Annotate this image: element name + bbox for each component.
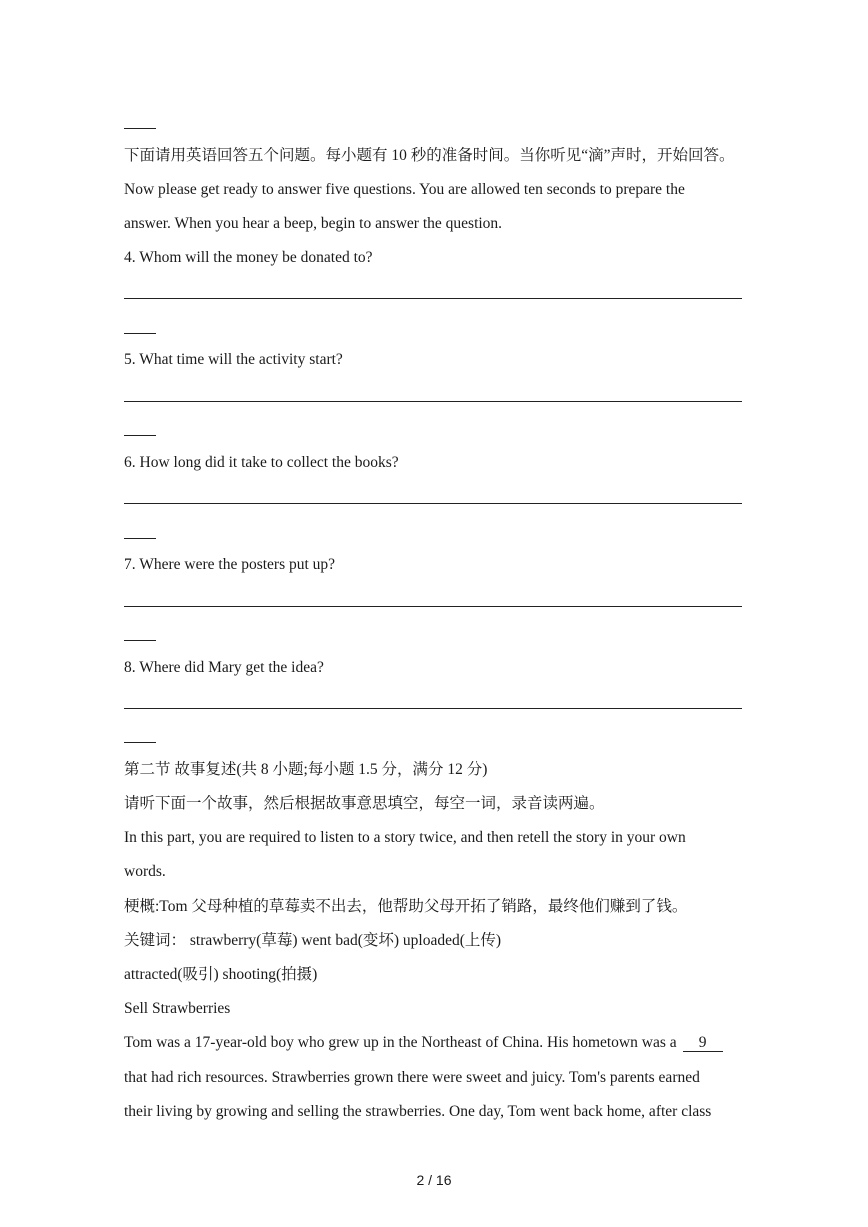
answer-line-8-end	[124, 742, 156, 743]
question-7: 7. Where were the posters put up?	[124, 556, 336, 573]
story-text-1: Tom was a 17-year-old boy who grew up in the Northeast of China. His hometown was a	[124, 1034, 677, 1051]
answer-line-5[interactable]	[124, 401, 742, 402]
answer-line-7-end	[124, 640, 156, 641]
question-6: 6. How long did it take to collect the books?	[124, 454, 399, 471]
answer-line-4[interactable]	[124, 298, 742, 299]
page-total: / 16	[428, 1172, 452, 1188]
answer-line-6[interactable]	[124, 503, 742, 504]
story-line-2: that had rich resources. Strawberries grown there were sweet and juicy. Tom's parents earned	[124, 1069, 700, 1086]
answer-line-4-end	[124, 333, 156, 334]
story-summary: 梗概:Tom 父母种植的草莓卖不出去，他帮助父母开拓了销路，最终他们赚到了钱。	[124, 898, 688, 915]
section-2-instruction-en-2: words.	[124, 863, 166, 880]
answer-line-7[interactable]	[124, 606, 742, 607]
instruction-en-line-1: Now please get ready to answer five questions. You are allowed ten seconds to prepare the	[124, 181, 685, 198]
answer-line-5-end	[124, 435, 156, 436]
keywords-line-2: attracted(吸引) shooting(拍摄)	[124, 966, 318, 983]
keywords-line-1: 关键词： strawberry(草莓) went bad(变坏) uploaded(上传)	[124, 932, 502, 949]
question-8: 8. Where did Mary get the idea?	[124, 659, 324, 676]
blank-9[interactable]: 9	[683, 1035, 723, 1052]
story-line-1	[124, 1033, 744, 1053]
answer-line-8[interactable]	[124, 708, 742, 709]
section-2-instruction-en-1: In this part, you are required to listen to a story twice, and then retell the story in your own	[124, 829, 686, 846]
instruction-cn: 下面请用英语回答五个问题。每小题有 10 秒的准备时间。当你听见“滴”声时，开始回答。	[124, 147, 735, 164]
story-line-3: their living by growing and selling the strawberries. One day, Tom went back home, after class	[124, 1103, 712, 1120]
page-footer	[0, 1172, 868, 1188]
answer-line-6-end	[124, 538, 156, 539]
story-title: Sell Strawberries	[124, 1000, 231, 1017]
instruction-en-line-2: answer. When you hear a beep, begin to answer the question.	[124, 215, 503, 232]
answer-line-end	[124, 128, 156, 129]
page-number: 2	[416, 1172, 425, 1188]
question-5: 5. What time will the activity start?	[124, 351, 343, 368]
question-4: 4. Whom will the money be donated to?	[124, 249, 373, 266]
section-2-instruction-cn: 请听下面一个故事，然后根据故事意思填空，每空一词，录音读两遍。	[124, 795, 605, 812]
section-2-title: 第二节 故事复述(共 8 小题;每小题 1.5 分，满分 12 分)	[124, 761, 488, 778]
